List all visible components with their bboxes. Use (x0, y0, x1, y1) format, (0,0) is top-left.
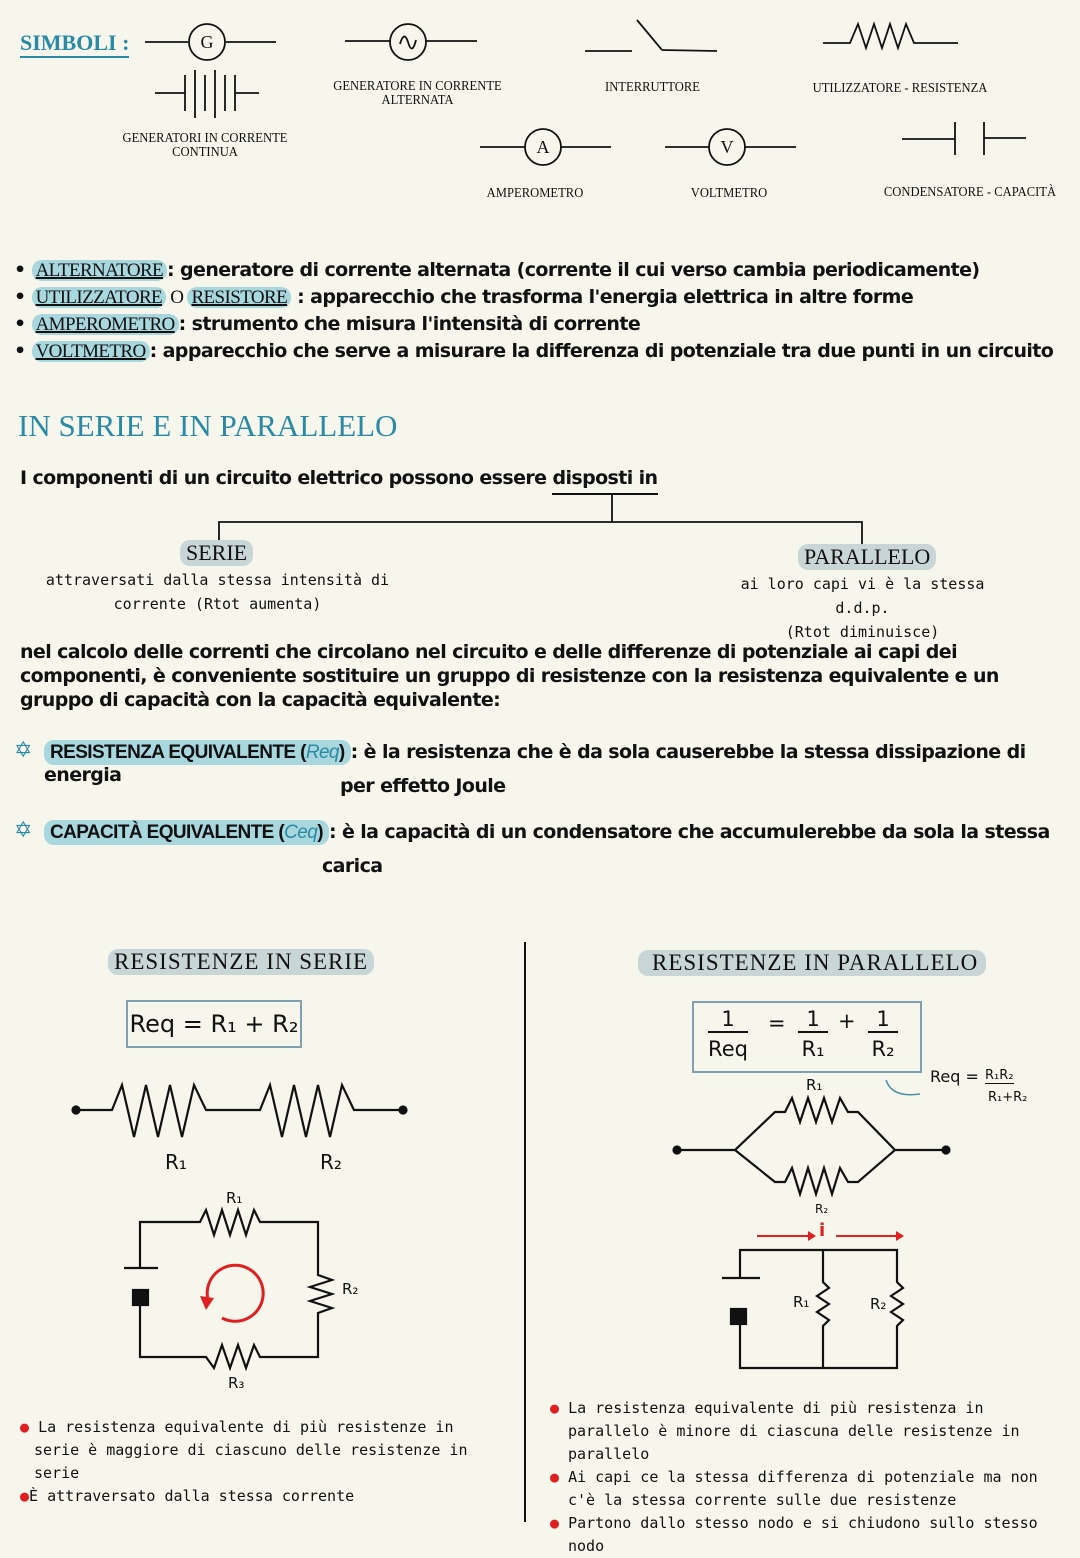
current-label: i (819, 1220, 826, 1241)
definition-joiner: O (166, 287, 188, 308)
ammeter-label: AMPEROMETRO (486, 186, 584, 201)
bullet-text: È attraversato dalla stessa corrente (29, 1487, 355, 1505)
ceq-term: CAPACITÀ EQUIVALENTE ( (50, 822, 285, 843)
parallelo-title: RESISTENZE IN PARALLELO (638, 950, 986, 976)
r3-label: R₃ (228, 1374, 245, 1392)
bullet-item: ●È attraversato dalla stessa corrente (20, 1487, 355, 1505)
r1-label: R₁ (165, 1150, 187, 1174)
req-symbol: Req (305, 742, 339, 763)
serie-title: RESISTENZE IN SERIE (108, 949, 374, 975)
formula-denominator: R₂ (871, 1037, 895, 1061)
capacitor-label: CONDENSATORE - CAPACITÀ (883, 185, 1057, 200)
req-product-label: Req = (930, 1067, 979, 1086)
definition-term: RESISTORE (187, 287, 291, 308)
intro-underlined: disposti in (552, 467, 657, 495)
definition-item: • UTILIZZATORE O RESISTORE : apparecchio che trasforma l'energia elettrica in altre forme (14, 286, 914, 308)
curved-arrow-icon (886, 1080, 920, 1095)
req-product-denominator: R₁+R₂ (988, 1090, 1028, 1105)
r1-label: R₁ (806, 1076, 823, 1094)
bullet-item: ● Partono dallo stesso nodo e si chiudono sullo stesso nodo (550, 1514, 1038, 1555)
formula-plus: + (838, 1009, 856, 1033)
parallelo-desc-line: ai loro capi vi è la stessa d.d.p. (740, 575, 985, 617)
definition-text: : generatore di corrente alternata (corrente il cui verso cambia periodicamente) (167, 259, 980, 281)
voltmeter-label: VOLTMETRO (690, 186, 768, 201)
req-text-cont: per effetto Joule (340, 775, 506, 797)
section-title: IN SERIE E IN PARALLELO (18, 408, 398, 443)
req-close: ) (338, 742, 345, 763)
definition-term: UTILIZZATORE (32, 287, 166, 308)
definition-text: : apparecchio che serve a misurare la differenza di potenziale tra due punti in un circuito (149, 340, 1054, 362)
definition-term: ALTERNATORE (32, 260, 167, 281)
serie-formula: Req = R₁ + R₂ (126, 1000, 302, 1048)
ceq-close: ) (317, 822, 323, 843)
generator-letter: G (200, 32, 214, 52)
ammeter-letter: A (536, 137, 550, 157)
definition-text: : strumento che misura l'intensità di corrente (178, 313, 641, 335)
star-icon: ✡ (14, 818, 33, 843)
r1-label: R₁ (793, 1293, 810, 1311)
definition-term: AMPEROMETRO (32, 314, 179, 335)
switch-label: INTERRUTTORE (605, 80, 700, 95)
bullet-item: ● La resistenza equivalente di più resistenze in serie è maggiore di ciascuno delle resistenze in serie (20, 1418, 468, 1482)
intro-text: I componenti di un circuito elettrico possono essere (20, 467, 553, 489)
formula-equals: = (768, 1011, 786, 1035)
r2-label: R₂ (342, 1280, 359, 1298)
r2-label: R₂ (870, 1295, 887, 1313)
formula-numerator: 1 (708, 1007, 748, 1033)
r2-label: R₂ (320, 1150, 342, 1174)
equivalent-paragraph: nel calcolo delle correnti che circolano nel circuito e delle differenze di potenziale ai capi dei componenti, è conveniente sostituire un gruppo di resistenze con la resistenza equivalente e un gruppo di capacità con la capacità equivalente: (20, 641, 999, 711)
formula-denominator: R₁ (801, 1037, 825, 1061)
star-icon: ✡ (14, 738, 33, 763)
parallelo-label: PARALLELO (798, 544, 936, 570)
definition-term: VOLTMETRO (32, 341, 150, 362)
definition-item: • VOLTMETRO : apparecchio che serve a misurare la differenza di potenziale tra due punti in un circuito (14, 340, 1054, 362)
resistor-label: UTILIZZATORE - RESISTENZA (812, 81, 988, 96)
r2-label: R₂ (815, 1202, 829, 1216)
serie-desc-line: attraversati dalla stessa intensità di (45, 571, 390, 589)
dc-generator-label: GENERATORI IN CORRENTE CONTINUA (122, 131, 288, 160)
serie-desc-line: corrente (Rtot aumenta) (113, 595, 322, 613)
req-text: : è la resistenza che è da sola causerebbe la stessa dissipazione di energia (44, 741, 1026, 786)
formula-denominator: Req (708, 1037, 748, 1061)
ac-generator-label: GENERATORE IN CORRENTE ALTERNATA (333, 79, 502, 108)
req-term: RESISTENZA EQUIVALENTE ( (50, 742, 306, 763)
ceq-text: : è la capacità di un condensatore che accumulerebbe da sola la stessa (328, 821, 1050, 843)
parallelo-bullets (550, 1397, 1050, 1558)
formula-numerator: 1 (798, 1007, 828, 1033)
ceq-symbol: Ceq (284, 822, 318, 843)
r1-label: R₁ (226, 1189, 243, 1207)
definition-item: • ALTERNATORE : generatore di corrente alternata (corrente il cui verso cambia periodicamente) (14, 259, 980, 281)
voltmeter-letter: V (720, 137, 734, 157)
req-product-numerator: R₁R₂ (985, 1068, 1014, 1083)
bullet-item: ● Ai capi ce la stessa differenza di potenziale ma non c'è la stessa corrente sulle due resistenze (550, 1468, 1038, 1509)
bullet-text: La resistenza equivalente di più resistenza in parallelo è minore di ciascuna delle resistenze in parallelo (568, 1399, 1020, 1463)
bullet-text: Partono dallo stesso nodo e si chiudono sullo stesso nodo (568, 1514, 1038, 1555)
bullet-item: ● La resistenza equivalente di più resistenza in parallelo è minore di ciascuna delle resistenze in parallelo (550, 1399, 1020, 1463)
bullet-text: Ai capi ce la stessa differenza di potenziale ma non c'è la stessa corrente sulle due resistenze (568, 1468, 1038, 1509)
bullet-text: La resistenza equivalente di più resistenze in serie è maggiore di ciascuno delle resistenze in serie (34, 1418, 468, 1482)
ceq-text-cont: carica (322, 855, 383, 877)
definition-item: • AMPEROMETRO : strumento che misura l'intensità di corrente (14, 313, 641, 335)
serie-label: SERIE (180, 540, 253, 566)
parallelo-desc-line: (Rtot diminuisce) (785, 623, 940, 641)
definition-text: : apparecchio che trasforma l'energia elettrica in altre forme (291, 286, 914, 308)
formula-numerator: 1 (868, 1007, 898, 1033)
symbols-title: SIMBOLI : (20, 30, 129, 58)
